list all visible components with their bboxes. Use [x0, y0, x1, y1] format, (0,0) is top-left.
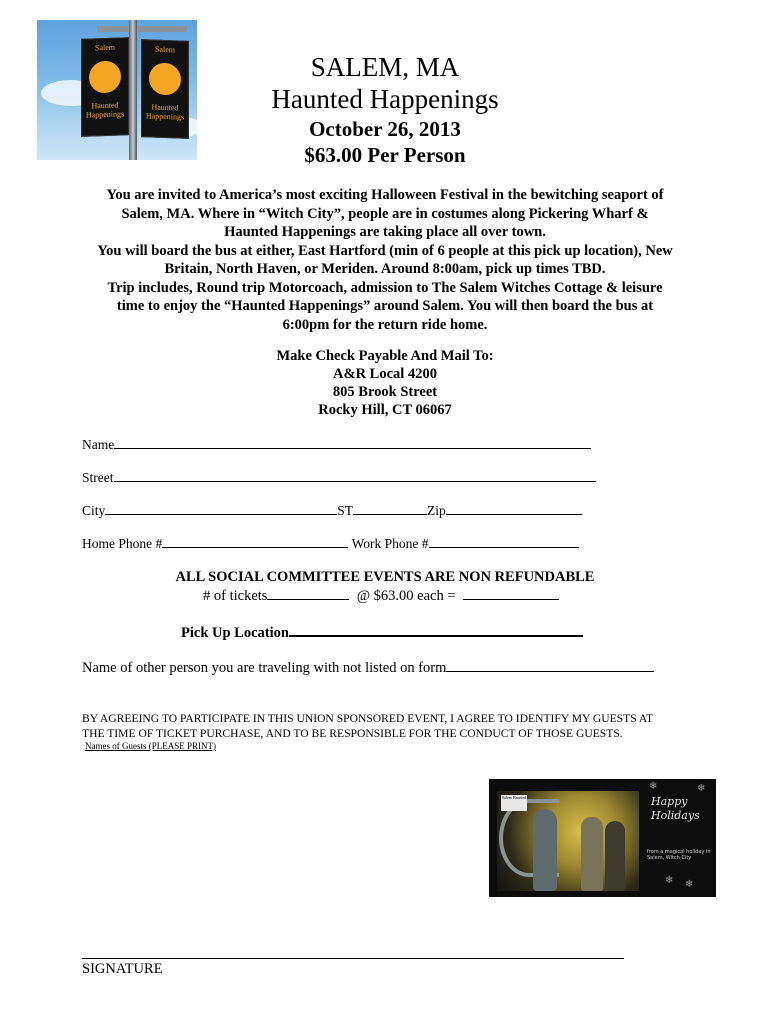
non-refundable-notice: ALL SOCIAL COMMITTEE EVENTS ARE NON REFUNDABLE: [175, 569, 595, 585]
name-field-row: [82, 436, 591, 453]
guests-label: Names of Guests (PLEASE PRINT): [85, 741, 216, 751]
title-line-1: SALEM, MA: [310, 52, 460, 82]
flag-right-bottom-text: Haunted Happenings: [145, 102, 185, 122]
invitation-line: You will board the bus at either, East Hartford (min of 6 people at this pick up location), New: [97, 242, 673, 259]
flag-right-top-text: Salem: [155, 44, 175, 55]
snowflake-icon: ❄: [697, 783, 706, 794]
pickup-row: [181, 623, 583, 642]
invitation-line: Salem, MA. Where in “Witch City”, people are in costumes along Pickering Wharf &: [121, 205, 649, 222]
other-person-label: Name of other person you are traveling with not listed on form: [82, 660, 447, 676]
other-person-row: [82, 659, 654, 677]
invitation-line: You are invited to America’s most exciting Halloween Festival in the bewitching seaport of: [106, 187, 664, 203]
street-label: Street: [82, 470, 114, 485]
flag-left-top-text: Salem: [95, 42, 115, 53]
name-field[interactable]: [114, 436, 591, 449]
address-field-row: [82, 502, 582, 519]
state-label: ST: [337, 503, 354, 518]
zip-label: Zip: [427, 503, 446, 518]
card-greeting-line-2: Holidays: [651, 809, 700, 822]
tickets-total-field[interactable]: [463, 587, 559, 600]
mail-street: 805 Brook Street: [332, 384, 438, 400]
mailing-address: [0, 347, 770, 419]
city-field[interactable]: [105, 502, 337, 515]
agreement-line-1: BY AGREEING TO PARTICIPATE IN THIS UNION SPONSORED EVENT, I AGREE TO IDENTIFY MY GUESTS AT: [82, 712, 654, 725]
zip-field[interactable]: [446, 502, 582, 515]
tickets-count-field[interactable]: [267, 587, 349, 600]
card-greeting: [651, 795, 711, 823]
card-sign: Salem Haunted: [501, 795, 527, 811]
snowflake-icon: ❄: [665, 875, 674, 886]
mail-heading: Make Check Payable And Mail To:: [276, 348, 494, 364]
phone-field-row: [82, 535, 579, 552]
event-date: October 26, 2013: [309, 117, 461, 141]
snowflake-icon: ❄: [685, 879, 694, 890]
home-phone-label: Home Phone #: [82, 536, 163, 551]
snowflake-icon: ❄: [649, 781, 658, 792]
agreement-line-2: THE TIME OF TICKET PURCHASE, AND TO BE RESPONSIBLE FOR THE CONDUCT OF THOSE GUESTS.: [82, 727, 623, 740]
other-person-field[interactable]: [446, 659, 654, 672]
invitation-line: time to enjoy the “Haunted Happenings” around Salem. You will then board the bus at: [116, 298, 654, 314]
work-phone-label: Work Phone #: [351, 536, 429, 551]
price-each-label: @ $63.00 each =: [356, 588, 456, 604]
tickets-row: [203, 587, 559, 605]
card-photo: [497, 791, 639, 891]
pickup-location-field[interactable]: [289, 623, 583, 637]
event-price: $63.00 Per Person: [304, 143, 466, 167]
state-field[interactable]: [353, 502, 427, 515]
invitation-line: Britain, North Haven, or Meriden. Around 8:00am, pick up times TBD.: [164, 261, 606, 277]
street-field-row: [82, 469, 596, 486]
card-greeting-line-1: Happy: [651, 795, 688, 808]
person-figure: [605, 821, 625, 891]
mail-org: A&R Local 4200: [333, 366, 437, 382]
pickup-label: Pick Up Location: [181, 625, 289, 641]
holiday-card-image: [489, 779, 716, 897]
statue-figure: [533, 809, 557, 891]
flag-left-bottom-text: Haunted Happenings: [85, 100, 125, 120]
invitation-line: Trip includes, Round trip Motorcoach, admission to The Salem Witches Cottage & leisure: [107, 279, 663, 296]
card-small-text: from a magical holiday in Salem, Witch City: [647, 849, 711, 861]
signature-label: SIGNATURE: [82, 961, 163, 977]
work-phone-field[interactable]: [429, 535, 579, 548]
agreement-text: [82, 711, 722, 741]
person-figure: [581, 817, 603, 891]
signature-line[interactable]: [82, 958, 624, 959]
banner-bracket: [97, 26, 187, 32]
tickets-label: # of tickets: [203, 588, 268, 604]
title-line-2: Haunted Happenings: [271, 84, 499, 114]
city-label: City: [82, 503, 106, 518]
street-field[interactable]: [114, 469, 596, 482]
mail-city: Rocky Hill, CT 06067: [318, 402, 452, 418]
name-label: Name: [82, 437, 115, 452]
invitation-line: Haunted Happenings are taking place all over town.: [224, 224, 546, 240]
invitation-paragraph: [60, 186, 710, 334]
home-phone-field[interactable]: [162, 535, 348, 548]
invitation-line: 6:00pm for the return ride home.: [282, 316, 488, 333]
